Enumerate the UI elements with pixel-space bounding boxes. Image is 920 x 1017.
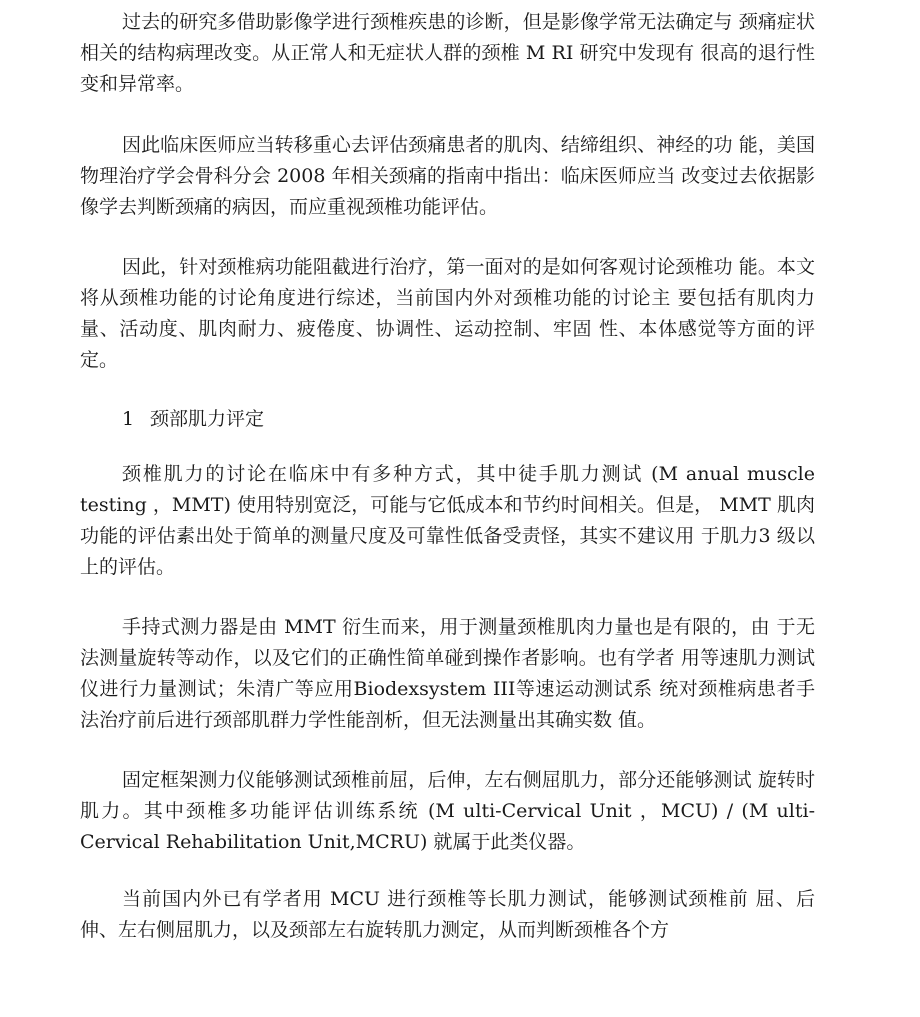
paragraph-cervical-function-research: 因此，针对颈椎病功能阻截进行治疗，第一面对的是如何客观讨论颈椎功 能。本文将从颈椎功能的讨论角度进行综述，当前国内外对颈椎功能的讨论主 要包括有肌肉力量、活动度、肌肉耐力、疲倦度、协调性、运动控制、牢固 性、本体感觉等方面的评定。 (80, 256, 815, 371)
section-number: 1 (122, 408, 135, 430)
paragraph-imaging-diagnosis: 过去的研究多借助影像学进行颈椎疾患的诊断，但是影像学常无法确定与 颈痛症状相关的结构病理改变。从正常人和无症状人群的颈椎 M RI 研究中发现有 很高的退行性变和异常率。 (80, 11, 815, 95)
paragraph-mcu-isometric-testing: 当前国内外已有学者用 MCU 进行颈椎等长肌力测试，能够测试颈椎前 屈、后伸、左右侧屈肌力，以及颈部左右旋转肌力测定，从而判断颈椎各个方 (80, 888, 815, 941)
paragraph-fixed-frame-dynamometer: 固定框架测力仪能够测试颈椎前屈，后伸，左右侧屈肌力，部分还能够测试 旋转时肌力。其中颈椎多功能评估训练系统 (M ulti-Cervical Unit ，MCU) / (M ulti-Cervical Rehabilitation Unit,MCRU) 就属于此类仪器。 (80, 769, 815, 853)
paragraph-manual-muscle-testing: 颈椎肌力的讨论在临床中有多种方式，其中徒手肌力测试 (M anual muscle testing ，MMT) 使用特别宽泛，可能与它低成本和节约时间相关。但是， MMT 肌肉功能的评估素出处于简单的测量尺度及可靠性低备受责怪，其实不建议用 于肌力3 级以上的评估。 (80, 463, 815, 578)
section-title: 颈部肌力评定 (150, 408, 265, 430)
paragraph-functional-assessment: 因此临床医师应当转移重心去评估颈痛患者的肌肉、结缔组织、神经的功 能，美国物理治疗学会骨科分会 2008 年相关颈痛的指南中指出：临床医师应当 改变过去依据影像学去判断颈痛的病因，而应重视颈椎功能评估。 (80, 134, 815, 218)
paragraph-handheld-dynamometer: 手持式测力器是由 MMT 衍生而来，用于测量颈椎肌肉力量也是有限的，由 于无法测量旋转等动作，以及它们的正确性简单碰到操作者影响。也有学者 用等速肌力测试仪进行力量测试；朱清广等应用Biodexsystem III等速运动测试系 统对颈椎病患者手法治疗前后进行颈部肌群力学性能剖析，但无法测量出其确实数 值。 (80, 616, 815, 731)
section-heading (122, 404, 264, 435)
